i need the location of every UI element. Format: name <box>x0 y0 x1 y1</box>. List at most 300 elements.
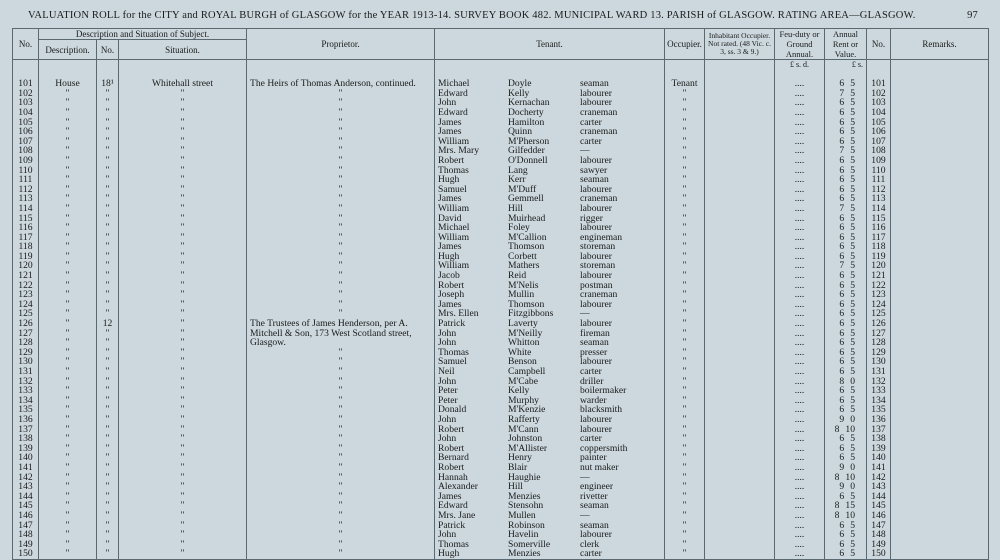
rent-cell <box>825 348 867 358</box>
street-number-cell: " <box>97 309 119 319</box>
inhabitant-cell <box>705 223 775 233</box>
remarks-cell <box>891 367 989 377</box>
table-row <box>13 463 989 473</box>
table-row <box>13 309 989 319</box>
tenant-cell <box>435 367 665 377</box>
tenant-last-name: Gilfedder <box>508 146 545 156</box>
row-number-right: 103 <box>867 98 891 108</box>
rent-cell <box>825 214 867 224</box>
row-number-right: 118 <box>867 242 891 252</box>
rent-cell <box>825 290 867 300</box>
inhabitant-cell <box>705 521 775 531</box>
remarks-cell <box>891 175 989 185</box>
table-row <box>13 175 989 185</box>
remarks-cell <box>891 194 989 204</box>
situation-cell: " <box>119 357 247 367</box>
description-cell: " <box>39 137 97 147</box>
rent-cell <box>825 329 867 339</box>
tenant-last-name: Henry <box>508 453 532 463</box>
street-number-cell: " <box>97 453 119 463</box>
table-row <box>13 233 989 243</box>
tenant-cell <box>435 214 665 224</box>
proprietor-cell: " <box>247 377 435 387</box>
row-number: 138 <box>13 434 39 444</box>
tenant-last-name: Reid <box>508 271 527 281</box>
remarks-cell <box>891 214 989 224</box>
row-number: 106 <box>13 127 39 137</box>
table-row <box>13 530 989 540</box>
occupier-cell: " <box>665 223 705 233</box>
tenant-cell <box>435 290 665 300</box>
situation-cell: " <box>119 367 247 377</box>
table-row <box>13 549 989 559</box>
rent-cell <box>825 156 867 166</box>
feuduty-cell: .... <box>775 386 825 396</box>
inhabitant-cell <box>705 281 775 291</box>
tenant-first-name: Donald <box>438 405 467 415</box>
tenant-first-name: James <box>438 194 462 204</box>
description-cell: " <box>39 473 97 483</box>
rent-pounds: 6 <box>839 223 845 233</box>
tenant-occupation: carter <box>580 434 602 444</box>
row-number: 113 <box>13 194 39 204</box>
inhabitant-cell <box>705 501 775 511</box>
proprietor-cell: " <box>247 166 435 176</box>
row-number: 103 <box>13 98 39 108</box>
tenant-occupation: painter <box>580 453 607 463</box>
rent-cell <box>825 530 867 540</box>
tenant-last-name: Blair <box>508 462 528 473</box>
description-cell: " <box>39 309 97 319</box>
tenant-occupation: labourer <box>580 530 612 540</box>
street-number-cell: " <box>97 300 119 310</box>
inhabitant-cell <box>705 118 775 128</box>
row-number-right: 121 <box>867 271 891 281</box>
occupier-cell: " <box>665 492 705 502</box>
rent-pounds: 6 <box>839 357 845 367</box>
rent-cell <box>825 137 867 147</box>
feuduty-cell: .... <box>775 453 825 463</box>
inhabitant-cell <box>705 261 775 271</box>
tenant-first-name: Robert <box>438 424 465 435</box>
street-number-cell: 12 <box>97 319 119 329</box>
inhabitant-cell <box>705 252 775 262</box>
remarks-cell <box>891 549 989 559</box>
remarks-cell <box>891 530 989 540</box>
description-cell: " <box>39 290 97 300</box>
occupier-cell: " <box>665 108 705 118</box>
proprietor-cell: " <box>247 357 435 367</box>
feuduty-cell: .... <box>775 501 825 511</box>
proprietor-cell: " <box>247 98 435 108</box>
table-row <box>13 329 989 339</box>
col-no2: No. <box>97 40 119 60</box>
situation-cell: " <box>119 521 247 531</box>
tenant-last-name: M'Neilly <box>508 328 543 339</box>
tenant-first-name: Robert <box>438 280 465 291</box>
tenant-first-name: Thomas <box>438 539 469 550</box>
description-cell: " <box>39 223 97 233</box>
street-number-cell: " <box>97 530 119 540</box>
description-cell: " <box>39 521 97 531</box>
remarks-cell <box>891 338 989 348</box>
situation-cell: " <box>119 214 247 224</box>
proprietor-cell: Mitchell & Son, 173 West Scotland street, <box>247 329 435 339</box>
row-number: 123 <box>13 290 39 300</box>
occupier-cell: " <box>665 396 705 406</box>
remarks-cell <box>891 386 989 396</box>
rent-cell <box>825 511 867 521</box>
table-row <box>13 425 989 435</box>
description-cell: " <box>39 98 97 108</box>
rent-pounds: 8 <box>834 424 840 435</box>
row-number: 101 <box>13 79 39 89</box>
situation-cell: " <box>119 386 247 396</box>
occupier-cell: " <box>665 511 705 521</box>
proprietor-cell: " <box>247 501 435 511</box>
situation-cell: " <box>119 108 247 118</box>
inhabitant-cell <box>705 108 775 118</box>
tenant-last-name: Benson <box>508 357 537 367</box>
table-row <box>13 261 989 271</box>
tenant-occupation: nut maker <box>580 462 619 473</box>
rent-cell <box>825 300 867 310</box>
remarks-cell <box>891 473 989 483</box>
street-number-cell: " <box>97 290 119 300</box>
valuation-roll-table <box>12 28 989 560</box>
feuduty-cell: .... <box>775 463 825 473</box>
occupier-cell: " <box>665 453 705 463</box>
tenant-first-name: Mrs. Mary <box>438 146 480 156</box>
tenant-first-name: John <box>438 434 457 444</box>
tenant-first-name: Edward <box>438 501 468 511</box>
tenant-occupation: labourer <box>580 203 612 214</box>
tenant-first-name: Thomas <box>438 347 469 358</box>
rent-pounds: 6 <box>839 280 845 291</box>
rent-cell <box>825 319 867 329</box>
remarks-cell <box>891 223 989 233</box>
description-cell: " <box>39 185 97 195</box>
rent-pounds: 6 <box>839 319 845 329</box>
row-number-right: 131 <box>867 367 891 377</box>
tenant-cell <box>435 425 665 435</box>
table-row <box>13 252 989 262</box>
street-number-cell: " <box>97 501 119 511</box>
row-number-right: 132 <box>867 377 891 387</box>
proprietor-cell: " <box>247 444 435 454</box>
rent-cell <box>825 185 867 195</box>
occupier-cell: " <box>665 127 705 137</box>
situation-cell: " <box>119 492 247 502</box>
col-remarks: Remarks. <box>891 29 989 60</box>
occupier-cell: " <box>665 319 705 329</box>
col-rent: Annual Rent or Value. <box>825 29 867 60</box>
row-number-right: 138 <box>867 434 891 444</box>
tenant-first-name: Patrick <box>438 319 466 329</box>
tenant-occupation: presser <box>580 347 608 358</box>
description-cell: " <box>39 156 97 166</box>
remarks-cell <box>891 482 989 492</box>
tenant-cell <box>435 242 665 252</box>
description-cell: " <box>39 242 97 252</box>
tenant-first-name: Edward <box>438 107 468 118</box>
rent-pounds: 6 <box>839 309 845 320</box>
occupier-cell: " <box>665 98 705 108</box>
table-row <box>13 137 989 147</box>
tenant-occupation: — <box>580 472 590 483</box>
remarks-cell <box>891 108 989 118</box>
table-row <box>13 223 989 233</box>
rent-shillings: 5 <box>850 453 855 463</box>
row-number: 119 <box>13 252 39 262</box>
row-number-right: 111 <box>867 175 891 185</box>
situation-cell: " <box>119 194 247 204</box>
tenant-first-name: John <box>438 328 457 339</box>
tenant-cell <box>435 549 665 559</box>
feuduty-cell: .... <box>775 127 825 137</box>
tenant-first-name: Thomas <box>438 165 469 176</box>
row-number-right: 144 <box>867 492 891 502</box>
tenant-last-name: Lang <box>508 165 528 176</box>
inhabitant-cell <box>705 175 775 185</box>
description-cell: " <box>39 252 97 262</box>
tenant-last-name: Hill <box>508 482 523 492</box>
proprietor-cell: " <box>247 118 435 128</box>
street-number-cell: 18¹ <box>97 79 119 89</box>
row-number-right: 149 <box>867 540 891 550</box>
rent-shillings: 5 <box>850 223 855 233</box>
row-number-right: 141 <box>867 463 891 473</box>
remarks-cell <box>891 233 989 243</box>
tenant-cell <box>435 530 665 540</box>
street-number-cell: " <box>97 425 119 435</box>
street-number-cell: " <box>97 118 119 128</box>
street-number-cell: " <box>97 415 119 425</box>
rent-cell <box>825 242 867 252</box>
occupier-cell: " <box>665 146 705 156</box>
row-number-right: 119 <box>867 252 891 262</box>
row-number: 109 <box>13 156 39 166</box>
table-row <box>13 204 989 214</box>
tenant-cell <box>435 194 665 204</box>
inhabitant-cell <box>705 300 775 310</box>
tenant-cell <box>435 252 665 262</box>
rent-cell <box>825 89 867 99</box>
inhabitant-cell <box>705 511 775 521</box>
row-number-right: 114 <box>867 204 891 214</box>
proprietor-cell: " <box>247 185 435 195</box>
row-number-right: 133 <box>867 386 891 396</box>
rent-pounds: 9 <box>839 414 845 425</box>
remarks-cell <box>891 540 989 550</box>
occupier-cell: " <box>665 501 705 511</box>
inhabitant-cell <box>705 367 775 377</box>
table-row <box>13 367 989 377</box>
occupier-cell: " <box>665 89 705 99</box>
inhabitant-cell <box>705 194 775 204</box>
remarks-cell <box>891 501 989 511</box>
row-number: 134 <box>13 396 39 406</box>
rent-shillings: 5 <box>850 194 855 204</box>
feuduty-cell: .... <box>775 108 825 118</box>
feuduty-cell: .... <box>775 118 825 128</box>
occupier-cell: " <box>665 300 705 310</box>
row-number: 143 <box>13 482 39 492</box>
tenant-last-name: Corbett <box>508 251 537 262</box>
table-row <box>13 405 989 415</box>
inhabitant-cell <box>705 463 775 473</box>
row-number: 147 <box>13 521 39 531</box>
rent-pounds: 6 <box>839 242 845 252</box>
remarks-cell <box>891 329 989 339</box>
tenant-occupation: storeman <box>580 261 616 272</box>
tenant-last-name: Thomson <box>508 242 545 252</box>
row-number: 139 <box>13 444 39 454</box>
row-number-right: 127 <box>867 329 891 339</box>
tenant-cell <box>435 521 665 531</box>
rent-shillings: 5 <box>850 395 855 406</box>
col-no: No. <box>13 29 39 60</box>
rent-shillings: 10 <box>845 472 855 483</box>
tenant-occupation: carter <box>580 367 602 377</box>
situation-cell: " <box>119 300 247 310</box>
rent-shillings: 0 <box>850 462 855 473</box>
proprietor-cell: " <box>247 194 435 204</box>
street-number-cell: " <box>97 214 119 224</box>
row-number-right: 146 <box>867 511 891 521</box>
remarks-cell <box>891 300 989 310</box>
description-cell: House <box>39 79 97 89</box>
remarks-cell <box>891 242 989 252</box>
occupier-cell: " <box>665 377 705 387</box>
remarks-cell <box>891 357 989 367</box>
situation-cell: " <box>119 319 247 329</box>
remarks-cell <box>891 444 989 454</box>
description-cell: " <box>39 281 97 291</box>
feuduty-cell: .... <box>775 396 825 406</box>
rent-pounds: 8 <box>834 472 840 483</box>
remarks-cell <box>891 463 989 473</box>
inhabitant-cell <box>705 204 775 214</box>
inhabitant-cell <box>705 166 775 176</box>
remarks-cell <box>891 511 989 521</box>
inhabitant-cell <box>705 549 775 559</box>
row-number-right: 136 <box>867 415 891 425</box>
tenant-occupation: labourer <box>580 88 612 99</box>
proprietor-cell: " <box>247 348 435 358</box>
situation-cell: " <box>119 453 247 463</box>
feuduty-cell: .... <box>775 175 825 185</box>
tenant-last-name: Stensohn <box>508 501 544 511</box>
rent-shillings: 5 <box>850 530 855 540</box>
street-number-cell: " <box>97 223 119 233</box>
remarks-cell <box>891 204 989 214</box>
row-number: 104 <box>13 108 39 118</box>
row-number: 136 <box>13 415 39 425</box>
street-number-cell: " <box>97 367 119 377</box>
description-cell: " <box>39 492 97 502</box>
tenant-occupation: carter <box>580 549 602 560</box>
tenant-cell <box>435 79 665 89</box>
tenant-occupation: engineer <box>580 482 614 492</box>
tenant-first-name: Hugh <box>438 251 460 262</box>
rent-cell <box>825 281 867 291</box>
row-number-right: 122 <box>867 281 891 291</box>
rent-pounds: 9 <box>839 482 845 492</box>
tenant-occupation: carter <box>580 136 602 147</box>
rent-pounds: 6 <box>839 165 845 176</box>
feuduty-cell: .... <box>775 98 825 108</box>
rent-pounds: 6 <box>839 386 845 396</box>
proprietor-cell: " <box>247 242 435 252</box>
description-cell: " <box>39 377 97 387</box>
row-number: 111 <box>13 175 39 185</box>
rent-shillings: 5 <box>850 290 855 300</box>
row-number: 146 <box>13 511 39 521</box>
tenant-first-name: William <box>438 203 470 214</box>
occupier-cell: " <box>665 463 705 473</box>
rent-cell <box>825 127 867 137</box>
tenant-cell <box>435 204 665 214</box>
feuduty-cell: .... <box>775 367 825 377</box>
situation-cell: " <box>119 540 247 550</box>
table-row <box>13 185 989 195</box>
remarks-cell <box>891 118 989 128</box>
description-cell: " <box>39 261 97 271</box>
inhabitant-cell <box>705 271 775 281</box>
rent-shillings: 5 <box>850 203 855 214</box>
rent-cell <box>825 175 867 185</box>
situation-cell: " <box>119 261 247 271</box>
units-row <box>13 60 989 70</box>
tenant-occupation: carter <box>580 117 602 128</box>
situation-cell: " <box>119 156 247 166</box>
tenant-occupation: labourer <box>580 299 612 310</box>
tenant-occupation: rigger <box>580 213 603 224</box>
tenant-first-name: Alexander <box>438 482 478 492</box>
situation-cell: " <box>119 242 247 252</box>
tenant-cell <box>435 453 665 463</box>
feuduty-cell: .... <box>775 166 825 176</box>
tenant-last-name: O'Donnell <box>508 155 548 166</box>
rent-pounds: 8 <box>834 501 840 511</box>
rent-shillings: 5 <box>850 146 855 156</box>
street-number-cell: " <box>97 357 119 367</box>
proprietor-cell: " <box>247 271 435 281</box>
tenant-occupation: seaman <box>580 501 609 511</box>
occupier-cell: " <box>665 473 705 483</box>
tenant-last-name: M'Cabe <box>508 376 538 387</box>
rent-pounds: 8 <box>834 510 840 521</box>
inhabitant-cell <box>705 425 775 435</box>
remarks-cell <box>891 290 989 300</box>
tenant-occupation: boilermaker <box>580 386 627 396</box>
situation-cell: " <box>119 127 247 137</box>
occupier-cell: " <box>665 118 705 128</box>
page-header <box>28 10 978 21</box>
rent-pounds: 7 <box>839 146 845 156</box>
situation-cell: " <box>119 329 247 339</box>
street-number-cell: " <box>97 492 119 502</box>
row-number: 105 <box>13 118 39 128</box>
tenant-last-name: Murphy <box>508 395 539 406</box>
tenant-first-name: James <box>438 242 462 252</box>
table-row <box>13 194 989 204</box>
feuduty-cell: .... <box>775 252 825 262</box>
row-number: 148 <box>13 530 39 540</box>
feuduty-cell: .... <box>775 214 825 224</box>
rent-shillings: 5 <box>850 184 855 195</box>
